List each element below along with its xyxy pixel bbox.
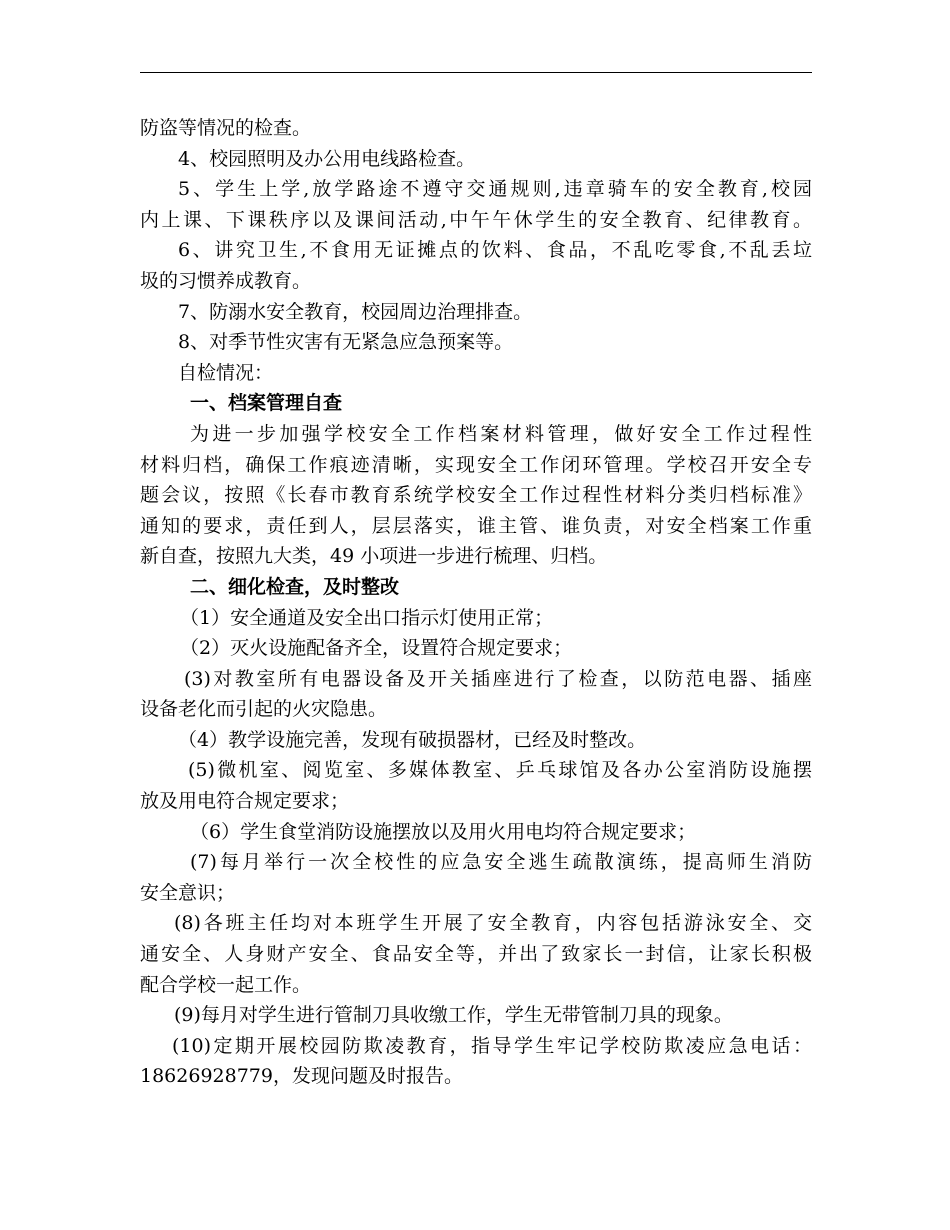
text-line: 圾的习惯养成教育。 xyxy=(140,269,312,292)
text-line: 6、讲究卫生,不食用无证摊点的饮料、食品，不乱吃零食,不乱丢垃 xyxy=(178,239,812,262)
text-line: 材料归档，确保工作痕迹清晰，实现安全工作闭环管理。学校召开安全专 xyxy=(140,453,812,476)
text-line: (7)每月举行一次全校性的应急安全逃生疏散演练，提高师生消防 xyxy=(190,851,812,874)
section-heading: 二、细化检查，及时整改 xyxy=(190,575,400,598)
header-rule xyxy=(140,72,812,73)
text-line: （6）学生食堂消防设施摆放以及用火用电均符合规定要求； xyxy=(190,820,697,843)
text-line: 防盗等情况的检查。 xyxy=(140,117,312,139)
text-line: (10)定期开展校园防欺凌教育，指导学生牢记学校防欺凌应急电话： xyxy=(172,1034,812,1057)
text-line: （4）教学设施完善，发现有破损器材，已经及时整改。 xyxy=(178,728,647,751)
text-line: (9)每月对学生进行管制刀具收缴工作，学生无带管制刀具的现象。 xyxy=(174,1004,733,1027)
text-line: 7、防溺水安全教育，校园周边治理排查。 xyxy=(178,300,533,323)
text-line: 题会议，按照《长春市教育系统学校安全工作过程性材料分类归档标准》 xyxy=(140,484,812,507)
text-line: 放及用电符合规定要求； xyxy=(140,790,350,813)
text-line: （1）安全通道及安全出口指示灯使用正常； xyxy=(180,606,554,629)
text-line: 8、对季节性灾害有无紧急应急预案等。 xyxy=(178,331,514,354)
text-line: （2）灭火设施配备齐全，设置符合规定要求； xyxy=(180,637,573,660)
text-line: 18626928779，发现问题及时报告。 xyxy=(140,1065,463,1088)
section-heading: 一、档案管理自查 xyxy=(190,392,343,415)
text-line: 新自查，按照九大类，49 小项进一步进行梳理、归档。 xyxy=(140,545,608,568)
text-line: (3)对教室所有电器设备及开关插座进行了检查，以防范电器、插座 xyxy=(184,667,812,690)
text-line: 通安全、人身财产安全、食品安全等，并出了致家长一封信，让家长积极 xyxy=(140,943,812,966)
text-line: 为进一步加强学校安全工作档案材料管理，做好安全工作过程性 xyxy=(190,422,812,445)
document-body xyxy=(140,113,812,1092)
text-line: 内上课、下课秩序以及课间活动,中午午休学生的安全教育、纪律教育。 xyxy=(140,208,812,231)
text-line: 配合学校一起工作。 xyxy=(140,973,312,996)
text-line: 通知的要求，责任到人，层层落实，谁主管、谁负责，对安全档案工作重 xyxy=(140,514,812,537)
text-line: (5)微机室、阅览室、多媒体教室、乒乓球馆及各办公室消防设施摆 xyxy=(188,759,812,782)
text-line: 自检情况： xyxy=(178,361,274,384)
text-line: 安全意识； xyxy=(140,881,236,904)
text-line: (8)各班主任均对本班学生开展了安全教育，内容包括游泳安全、交 xyxy=(174,912,812,935)
text-line: 4、校园照明及办公用电线路检查。 xyxy=(178,147,476,170)
text-line: 5、学生上学,放学路途不遵守交通规则,违章骑车的安全教育,校园 xyxy=(178,178,812,201)
text-line: 设备老化而引起的火灾隐患。 xyxy=(140,698,388,721)
